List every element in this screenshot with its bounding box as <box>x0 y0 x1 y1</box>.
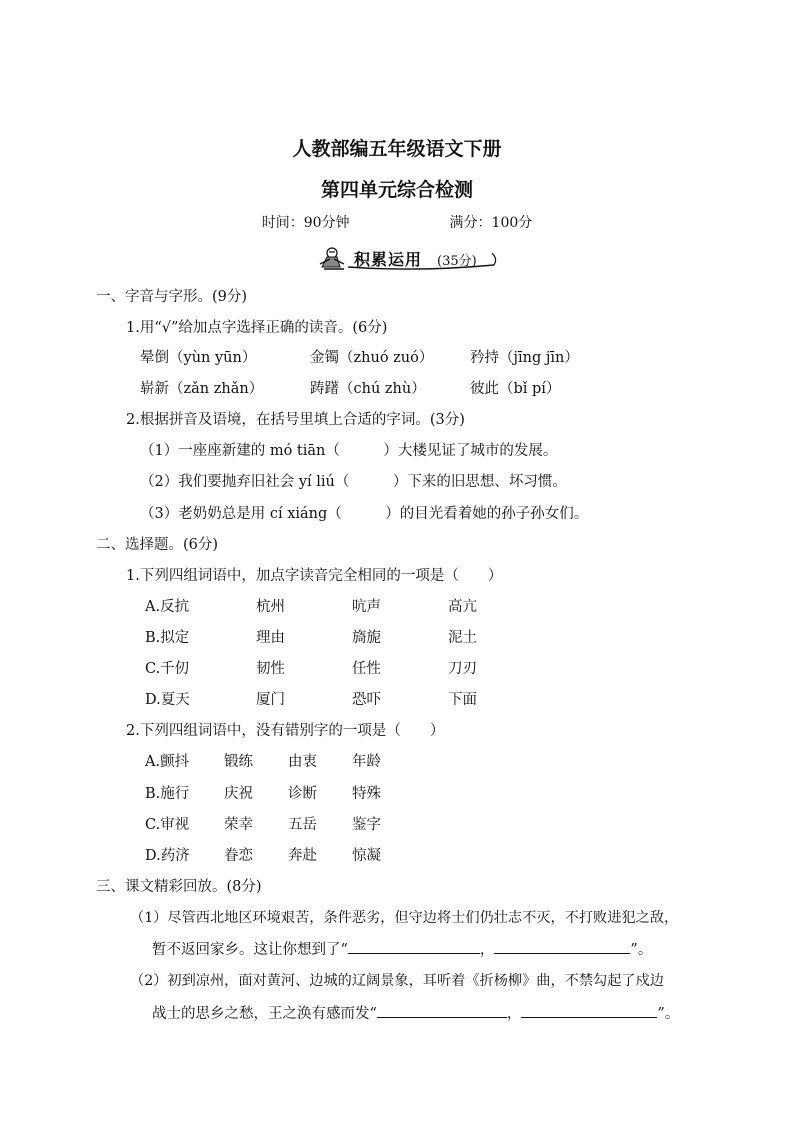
pinyin-choice-5: 踌躇（chú zhù） <box>310 381 426 397</box>
q2-option-d-word3: 奔赴 <box>288 848 317 864</box>
q2-option-c-word3: 五岳 <box>288 817 317 833</box>
q2-option-a-word3: 由衷 <box>288 754 317 770</box>
q1-option-b-word4: 泥土 <box>448 630 477 646</box>
banner-score: (35分) <box>437 254 477 269</box>
fill-item-3: （3）老奶奶总是用 cí xiáng（ ）的目光看着她的孙子孙女们。 <box>140 506 589 522</box>
q2-option-b-word2: 庆祝 <box>224 786 253 802</box>
q2-option-c-word2: 荣幸 <box>224 817 253 833</box>
pinyin-choice-2: 金镯（zhuó zuó） <box>310 350 434 366</box>
q1-option-b-word3: 旖旎 <box>352 630 381 646</box>
recite-item-1-line2: 暂不返回家乡。这让你想到了“ ， ”。 <box>152 939 652 960</box>
q2-option-b-word4: 特殊 <box>352 786 381 802</box>
pinyin-choice-6: 彼此（bǐ pí） <box>470 381 561 397</box>
pinyin-choice-4: 崭新（zǎn zhǎn） <box>140 381 264 397</box>
section2-q2-prompt: 2.下列四组词语中，没有错别字的一项是（ ） <box>126 723 445 739</box>
section1-heading: 一、字音与字形。(9分) <box>96 289 248 305</box>
q1-option-d-word1: D.夏天 <box>145 692 190 708</box>
q2-option-c-word1: C.审视 <box>145 817 190 833</box>
answer-blank[interactable] <box>377 1003 507 1018</box>
q1-option-b-word2: 理由 <box>256 630 285 646</box>
q2-option-d-word1: D.药济 <box>145 848 190 864</box>
full-score: 满分：100分 <box>449 215 533 231</box>
q1-option-c-word1: C.千仞 <box>145 661 190 677</box>
section3-heading: 三、课文精彩回放。(8分) <box>96 879 262 895</box>
q2-option-a-word1: A.颤抖 <box>145 754 190 770</box>
time-limit: 时间：90分钟 <box>261 215 350 231</box>
recite-item-2-line1: （2）初到凉州，面对黄河、边城的辽阔景象，耳听着《折杨柳》曲，不禁勾起了戍边 <box>130 973 664 989</box>
pinyin-choice-3: 矜持（jīng jīn） <box>470 350 579 366</box>
q1-option-d-word4: 下面 <box>448 692 477 708</box>
exam-meta <box>0 212 794 232</box>
exam-subtitle: 第四单元综合检测 <box>320 179 473 201</box>
q1-option-a-word4: 高亢 <box>448 599 477 615</box>
banner-title: 积累运用 <box>354 250 423 269</box>
recite-item-2-line2: 战士的思乡之愁，王之涣有感而发“ ， ”。 <box>152 1003 679 1024</box>
q1-option-a-word2: 杭州 <box>256 599 285 615</box>
q1-option-d-word3: 恐吓 <box>352 692 381 708</box>
q1-option-a-word1: A.反抗 <box>145 599 190 615</box>
q2-option-b-word3: 诊断 <box>288 786 317 802</box>
answer-blank[interactable] <box>348 939 480 954</box>
q1-option-c-word3: 任性 <box>352 661 381 677</box>
section2-heading: 二、选择题。(6分) <box>96 537 219 553</box>
q2-option-d-word2: 眷恋 <box>224 848 253 864</box>
section2-q1-prompt: 1.下列四组词语中，加点字读音完全相同的一项是（ ） <box>126 568 503 584</box>
q1-option-a-word3: 吭声 <box>352 599 381 615</box>
section-banner <box>318 245 500 271</box>
section1-q1-prompt: 1.用“√”给加点字选择正确的读音。(6分) <box>126 320 388 336</box>
recite-item-1-line1: （1）尽管西北地区环境艰苦，条件恶劣，但守边将士们仍壮志不灭，不打败进犯之敌， <box>130 910 679 926</box>
q2-option-c-word4: 鉴字 <box>352 817 381 833</box>
q1-option-c-word4: 刀刃 <box>448 661 477 677</box>
q1-option-c-word2: 韧性 <box>256 661 285 677</box>
pencil-mascot-icon <box>318 245 348 271</box>
q2-option-a-word2: 锻练 <box>224 754 253 770</box>
fill-item-2: （2）我们要抛弃旧社会 yí liú（ ）下来的旧思想、坏习惯。 <box>140 474 567 490</box>
q2-option-d-word4: 惊凝 <box>352 848 381 864</box>
q1-option-b-word1: B.拟定 <box>145 630 190 646</box>
exam-title: 人教部编五年级语文下册 <box>292 138 502 160</box>
q2-option-b-word1: B.施行 <box>145 786 190 802</box>
answer-blank[interactable] <box>494 939 630 954</box>
q2-option-a-word4: 年龄 <box>352 754 381 770</box>
answer-blank[interactable] <box>521 1003 657 1018</box>
section1-q2-prompt: 2.根据拼音及语境，在括号里填上合适的字词。(3分) <box>126 412 465 428</box>
q1-option-d-word2: 厦门 <box>256 692 285 708</box>
fill-item-1: （1）一座座新建的 mó tiān（ ）大楼见证了城市的发展。 <box>140 443 558 459</box>
pinyin-choice-1: 晕倒（yùn yūn） <box>140 350 257 366</box>
